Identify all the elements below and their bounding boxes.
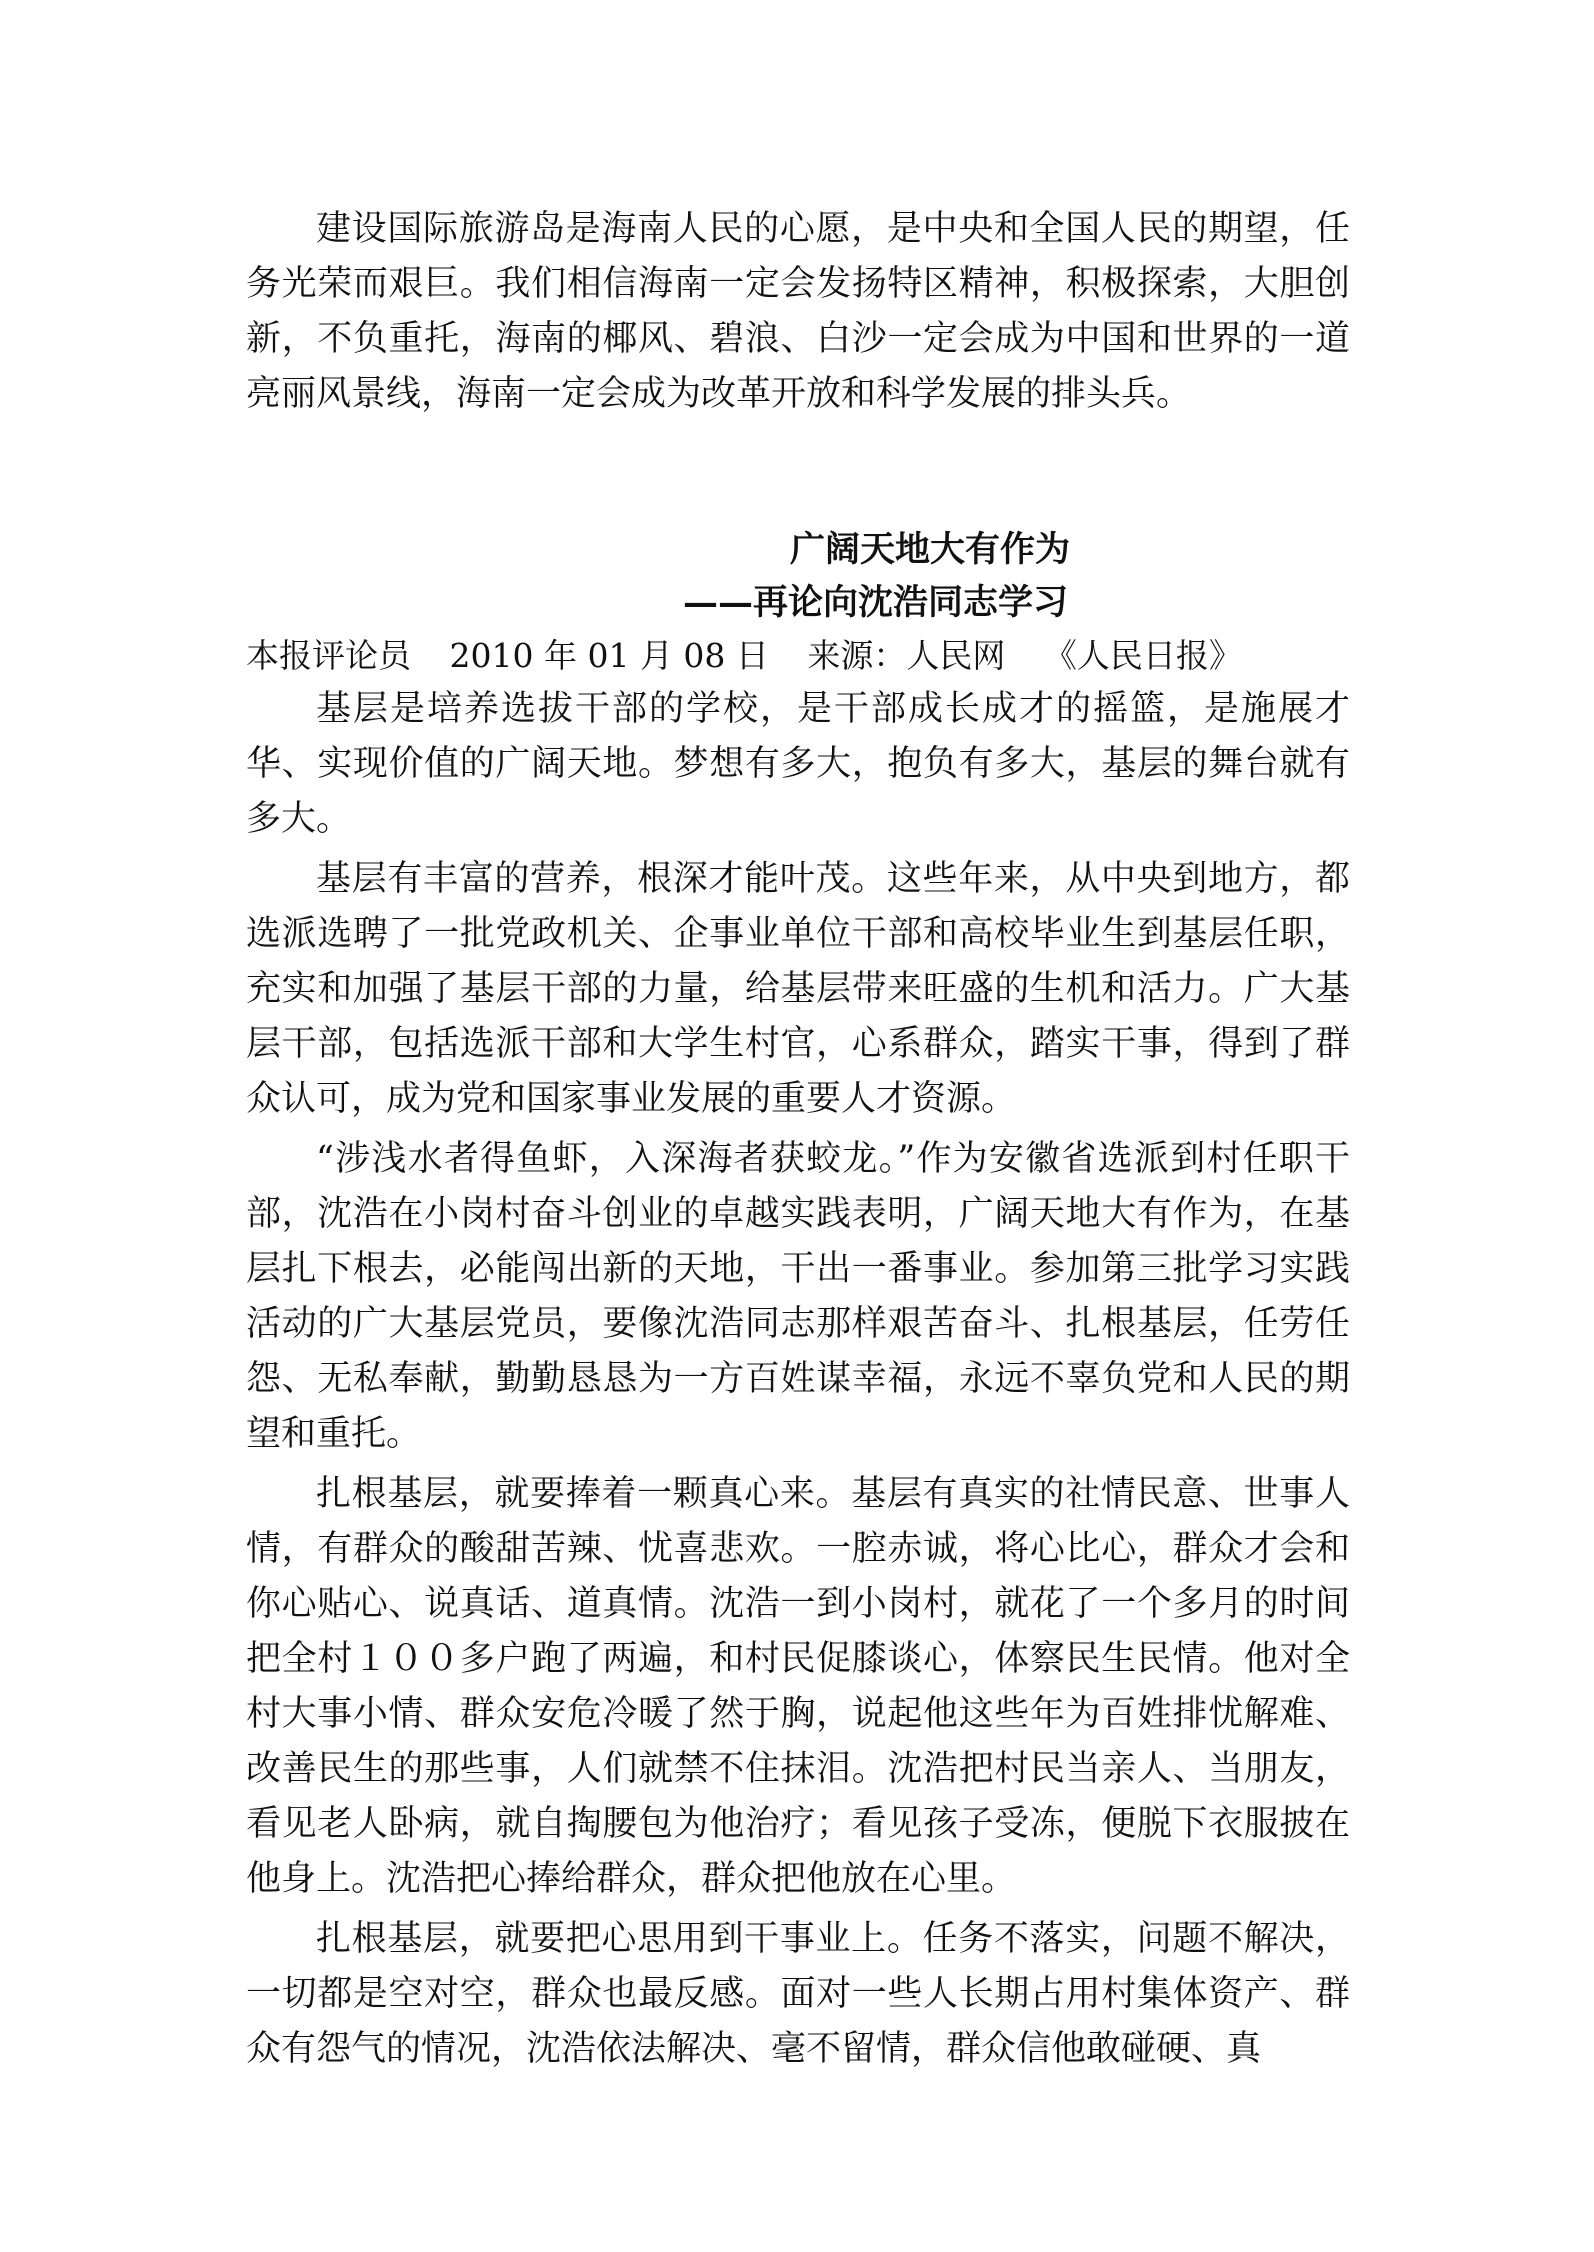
body-paragraph: 基层有丰富的营养，根深才能叶茂。这些年来，从中央到地方，都选派选聘了一批党政机关、企事业单位干部和高校毕业生到基层任职，充实和加强了基层干部的力量，给基层带来旺盛的生机和活力。广大基层干部，包括选派干部和大学生村官，心系群众，踏实干事，得到了群众认可，成为党和国家事业发展的重要人才资源。 [246,859,1350,1119]
byline-source: 来源：人民网 [807,636,1006,675]
body-paragraph: 扎根基层，就要把心思用到干事业上。任务不落实，问题不解决，一切都是空对空，群众也最反感。面对一些人长期占用村集体资产、群众有怨气的情况，沈浩依法解决、毫不留情，群众信他敢碰硬、真 [246,1919,1350,2069]
body-paragraph: 扎根基层，就要捧着一颗真心来。基层有真实的社情民意、世事人情，有群众的酸甜苦辣、忧喜悲欢。一腔赤诚，将心比心，群众才会和你心贴心、说真话、道真情。沈浩一到小岗村，就花了一个多月的时间把全村１００多户跑了两遍，和村民促膝谈心，体察民生民情。他对全村大事小情、群众安危冷暖了然于胸，说起他这些年为百姓排忧解难、改善民生的那些事，人们就禁不住抹泪。沈浩把村民当亲人、当朋友，看见老人卧病，就自掏腰包为他治疗；看见孩子受冻，便脱下衣服披在他身上。沈浩把心捧给群众，群众把他放在心里。 [246,1474,1350,1899]
byline-date: 2010 年 01 月 08 日 [449,636,769,675]
intro-paragraph: 建设国际旅游岛是海南人民的心愿，是中央和全国人民的期望，任务光荣而艰巨。我们相信海南一定会发扬特区精神，积极探索，大胆创新，不负重托，海南的椰风、碧浪、白沙一定会成为中国和世界的一道亮丽风景线，海南一定会成为改革开放和科学发展的排头兵。 [246,209,1350,414]
byline-author: 本报评论员 [246,636,411,675]
article-subtitle: ——再论向沈浩同志学习 [683,582,1069,623]
body-paragraph: 基层是培养选拔干部的学校，是干部成长成才的摇篮，是施展才华、实现价值的广阔天地。梦想有多大，抱负有多大，基层的舞台就有多大。 [246,689,1350,839]
article-byline [246,628,1270,683]
article-title: 广阔天地大有作为 [790,529,1071,570]
article-body [246,682,1350,2077]
byline-publication: 《人民日报》 [1043,636,1242,675]
body-paragraph: “涉浅水者得鱼虾，入深海者获蛟龙。”作为安徽省选派到村任职干部，沈浩在小岗村奋斗创业的卓越实践表明，广阔天地大有作为，在基层扎下根去，必能闯出新的天地，干出一番事业。参加第三批学习实践活动的广大基层党员，要像沈浩同志那样艰苦奋斗、扎根基层，任劳任怨、无私奉献，勤勤恳恳为一方百姓谋幸福，永远不辜负党和人民的期望和重托。 [246,1139,1350,1454]
